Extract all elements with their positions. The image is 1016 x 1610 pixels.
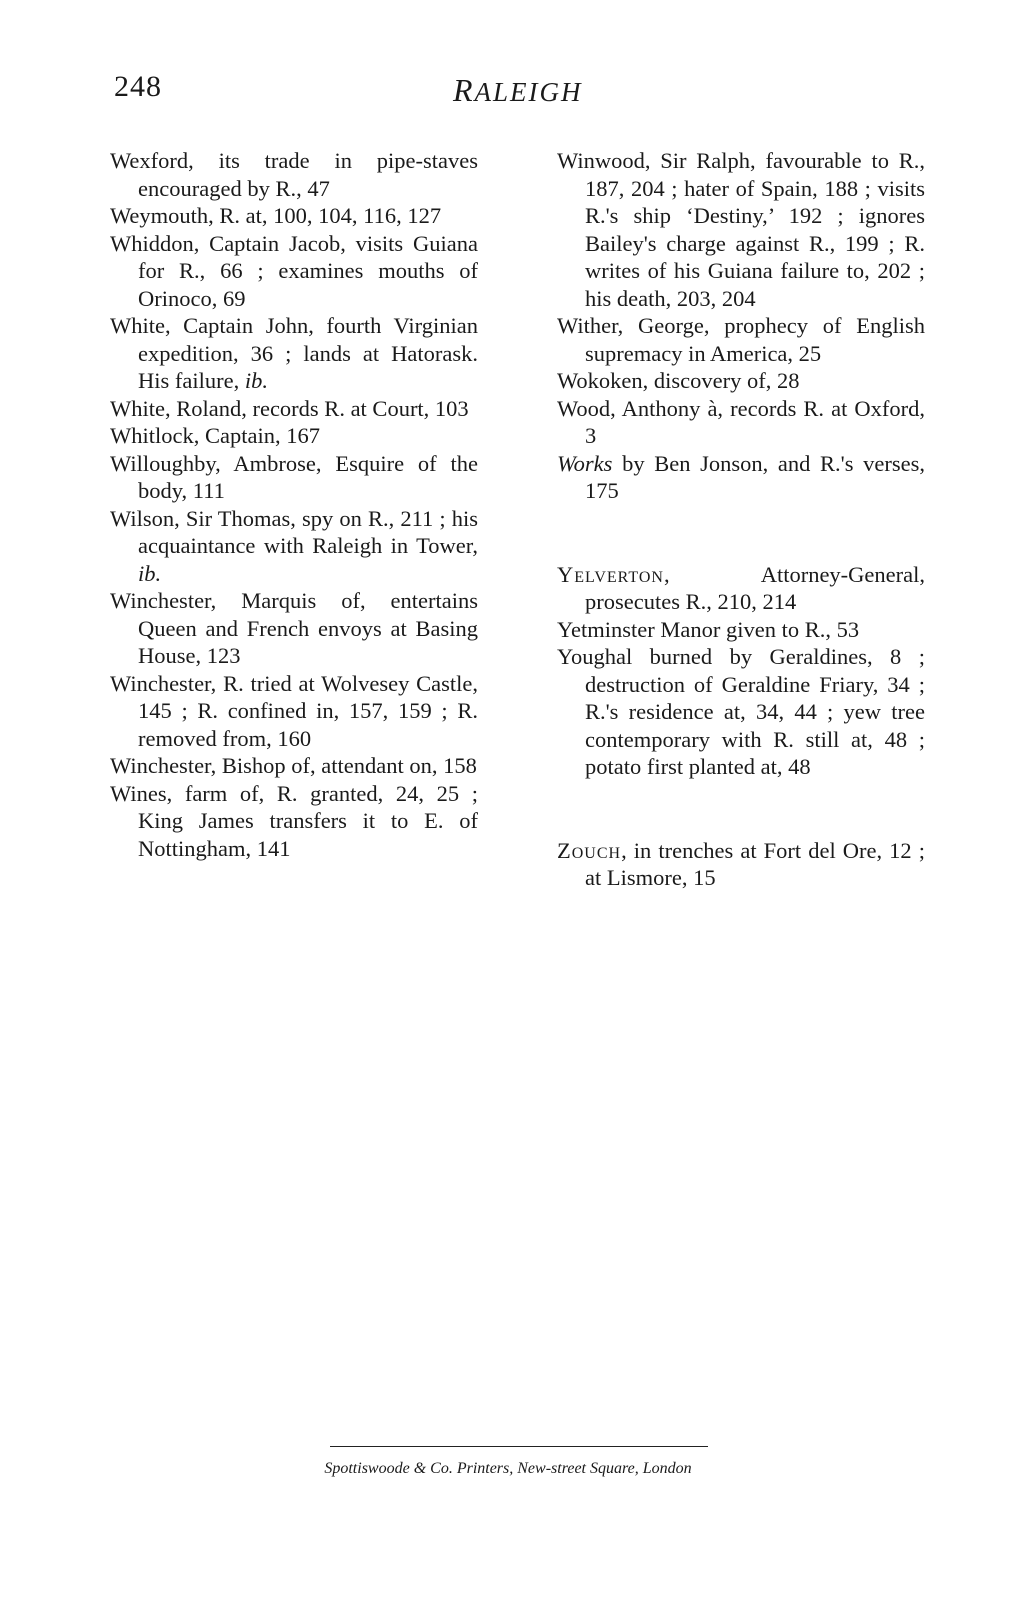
index-entry: Wines, farm of, R. granted, 24, 25 ; King James transfers it to E. of Nottingham, 141 bbox=[110, 780, 478, 861]
imprint-rule bbox=[330, 1446, 708, 1447]
index-entry: Works by Ben Jonson, and R.'s verses, 175 bbox=[557, 450, 925, 503]
running-head-initial: R bbox=[453, 72, 475, 108]
index-entry: Wither, George, prophecy of English supremacy in America, 25 bbox=[557, 313, 925, 366]
index-entry: Winwood, Sir Ralph, favourable to R., 187, 204 ; hater of Spain, 188 ; visits R.'s ship ‘Destiny,’ 192 ; ignores Bailey's charge against R., 199 ; R. writes of his Guiana failure to, 202 ; his death, 203, 204 bbox=[557, 148, 925, 311]
index-entry: Wokoken, discovery of, 28 bbox=[557, 368, 800, 393]
index-entry: Wilson, Sir Thomas, spy on R., 211 ; his acquaintance with Raleigh in Tower, ib. bbox=[110, 505, 478, 586]
index-entry: Winchester, Marquis of, entertains Queen and French envoys at Basing House, 123 bbox=[110, 588, 478, 668]
index-entry: Weymouth, R. at, 100, 104, 116, 127 bbox=[110, 203, 442, 228]
index-entry: Whiddon, Captain Jacob, visits Guiana for R., 66 ; examines mouths of Orinoco, 69 bbox=[110, 230, 478, 311]
running-head bbox=[453, 72, 583, 109]
index-entry: Yetminster Manor given to R., 53 bbox=[557, 616, 860, 642]
index-entry: White, Roland, records R. at Court, 103 bbox=[110, 395, 469, 421]
letter-section-gap bbox=[557, 781, 925, 837]
running-head-rest: ALEIGH bbox=[474, 77, 583, 107]
index-column-right bbox=[557, 147, 925, 892]
index-entry: Youghal burned by Geraldines, 8 ; destruction of Geraldine Friary, 34 ; R.'s residence at, 34, 44 ; yew tree contemporary with R. still at, 48 ; potato first planted at, 48 bbox=[557, 644, 925, 779]
index-entry: Winchester, Bishop of, attendant on, 158 bbox=[110, 753, 477, 778]
index-entry: Wood, Anthony à, records R. at Oxford, 3 bbox=[557, 395, 925, 448]
index-column-left bbox=[110, 147, 478, 862]
index-entry: Whitlock, Captain, 167 bbox=[110, 423, 320, 448]
page-number: 248 bbox=[114, 70, 162, 103]
index-entry: Winchester, R. tried at Wolvesey Castle, 145 ; R. confined in, 157, 159 ; R. removed from, 160 bbox=[110, 670, 478, 751]
letter-section-gap bbox=[557, 505, 925, 561]
index-entry: Willoughby, Ambrose, Esquire of the body, 111 bbox=[110, 450, 478, 503]
index-entry: Wexford, its trade in pipe-staves encouraged by R., 47 bbox=[110, 148, 478, 201]
index-entry: Zouch, in trenches at Fort del Ore, 12 ; at Lismore, 15 bbox=[557, 837, 925, 890]
printer-imprint: Spottiswoode & Co. Printers, New-street Square, London bbox=[324, 1460, 692, 1477]
index-entry: White, Captain John, fourth Virginian expedition, 36 ; lands at Hatorask. His failure, ib. bbox=[110, 313, 478, 393]
index-entry: Yelverton, Attorney-General, prosecutes R., 210, 214 bbox=[557, 561, 925, 614]
